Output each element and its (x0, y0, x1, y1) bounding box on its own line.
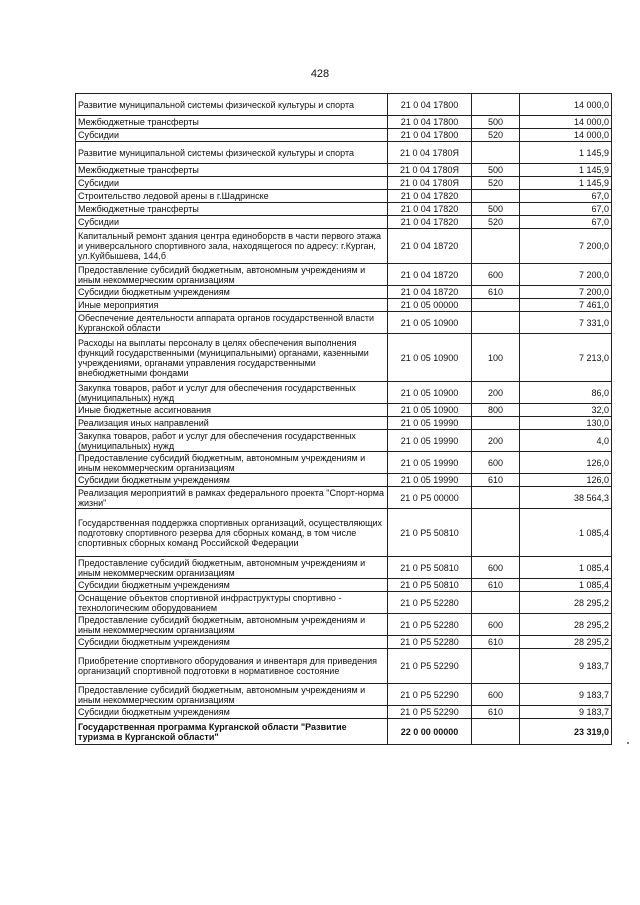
cell-sum: 7 200,0 (520, 264, 612, 286)
cell-code: 21 0 04 1780Я (388, 142, 472, 164)
cell-sum: 126,0 (520, 474, 612, 487)
cell-name: Субсидии (76, 216, 388, 229)
cell-name: Иные мероприятия (76, 299, 388, 312)
cell-code: 21 0 04 18720 (388, 229, 472, 264)
table-row (76, 430, 612, 452)
table-row (76, 129, 612, 142)
cell-name: Оснащение объектов спортивной инфраструктуры спортивно - технологическим оборудованием (76, 592, 388, 614)
cell-name: Субсидии (76, 177, 388, 190)
cell-sum: 14 000,0 (520, 116, 612, 129)
cell-sum: 7 461,0 (520, 299, 612, 312)
cell-vr (472, 312, 520, 334)
scan-speck (627, 742, 629, 744)
cell-sum: 67,0 (520, 190, 612, 203)
cell-name: Государственная программа Курганской области "Развитие туризма в Курганской области" (76, 719, 388, 745)
cell-sum: 1 145,9 (520, 142, 612, 164)
table-row (76, 592, 612, 614)
cell-code: 21 0 P5 52280 (388, 636, 472, 649)
table-row (76, 614, 612, 636)
cell-vr: 600 (472, 452, 520, 474)
table-row (76, 334, 612, 382)
cell-code: 21 0 04 1780Я (388, 177, 472, 190)
cell-code: 21 0 P5 00000 (388, 487, 472, 509)
cell-sum: 38 564,3 (520, 487, 612, 509)
cell-code: 21 0 04 17800 (388, 116, 472, 129)
cell-vr (472, 649, 520, 684)
table-row (76, 719, 612, 745)
cell-vr (472, 142, 520, 164)
cell-vr (472, 94, 520, 116)
cell-name: Предоставление субсидий бюджетным, автономным учреждениям и иным некоммерческим организациям (76, 264, 388, 286)
table-row (76, 264, 612, 286)
cell-vr: 800 (472, 404, 520, 417)
cell-code: 21 0 05 10900 (388, 404, 472, 417)
table-row (76, 229, 612, 264)
table-row (76, 382, 612, 404)
cell-vr: 520 (472, 216, 520, 229)
cell-sum: 7 213,0 (520, 334, 612, 382)
table-row (76, 312, 612, 334)
cell-vr (472, 417, 520, 430)
cell-vr (472, 592, 520, 614)
cell-vr: 600 (472, 264, 520, 286)
budget-table-body (76, 94, 612, 745)
cell-name: Реализация мероприятий в рамках федерального проекта "Спорт-норма жизни" (76, 487, 388, 509)
cell-name: Предоставление субсидий бюджетным, автономным учреждениям и иным некоммерческим организациям (76, 557, 388, 579)
cell-code: 21 0 04 18720 (388, 264, 472, 286)
table-row (76, 216, 612, 229)
table-row (76, 487, 612, 509)
cell-sum: 9 183,7 (520, 684, 612, 706)
cell-sum: 23 319,0 (520, 719, 612, 745)
table-row (76, 299, 612, 312)
cell-code: 21 0 P5 50810 (388, 557, 472, 579)
cell-sum: 130,0 (520, 417, 612, 430)
table-row (76, 636, 612, 649)
cell-sum: 7 331,0 (520, 312, 612, 334)
cell-code: 21 0 05 19990 (388, 452, 472, 474)
cell-name: Предоставление субсидий бюджетным, автономным учреждениям и иным некоммерческим организациям (76, 452, 388, 474)
cell-vr (472, 299, 520, 312)
cell-vr (472, 719, 520, 745)
cell-name: Реализация иных направлений (76, 417, 388, 430)
table-row (76, 452, 612, 474)
cell-code: 21 0 P5 50810 (388, 509, 472, 557)
cell-code: 21 0 04 17820 (388, 203, 472, 216)
cell-sum: 28 295,2 (520, 614, 612, 636)
cell-sum: 1 145,9 (520, 177, 612, 190)
cell-code: 21 0 05 00000 (388, 299, 472, 312)
cell-name: Субсидии (76, 129, 388, 142)
cell-name: Государственная поддержка спортивных организаций, осуществляющих подготовку спортивного резерва для сборных команд, в том числе спортивных сборных команд Российской Федерации (76, 509, 388, 557)
cell-sum: 1 085,4 (520, 557, 612, 579)
cell-vr: 500 (472, 203, 520, 216)
cell-name: Обеспечение деятельности аппарата органов государственной власти Курганской области (76, 312, 388, 334)
cell-code: 21 0 05 19990 (388, 474, 472, 487)
cell-vr: 610 (472, 706, 520, 719)
cell-vr: 200 (472, 382, 520, 404)
cell-vr: 500 (472, 116, 520, 129)
table-row (76, 286, 612, 299)
cell-code: 21 0 05 10900 (388, 334, 472, 382)
cell-code: 22 0 00 00000 (388, 719, 472, 745)
cell-vr: 610 (472, 579, 520, 592)
cell-code: 21 0 04 17820 (388, 216, 472, 229)
cell-code: 21 0 05 10900 (388, 312, 472, 334)
table-row (76, 579, 612, 592)
table-row (76, 116, 612, 129)
cell-name: Предоставление субсидий бюджетным, автономным учреждениям и иным некоммерческим организациям (76, 614, 388, 636)
table-row (76, 509, 612, 557)
cell-code: 21 0 04 17820 (388, 190, 472, 203)
cell-vr: 610 (472, 474, 520, 487)
cell-sum: 1 085,4 (520, 509, 612, 557)
cell-sum: 7 200,0 (520, 286, 612, 299)
cell-name: Субсидии бюджетным учреждениям (76, 286, 388, 299)
table-row (76, 203, 612, 216)
cell-sum: 67,0 (520, 216, 612, 229)
cell-vr: 100 (472, 334, 520, 382)
cell-code: 21 0 04 17800 (388, 129, 472, 142)
cell-name: Закупка товаров, работ и услуг для обеспечения государственных (муниципальных) нужд (76, 430, 388, 452)
cell-name: Субсидии бюджетным учреждениям (76, 706, 388, 719)
cell-code: 21 0 04 1780Я (388, 164, 472, 177)
table-row (76, 474, 612, 487)
cell-sum: 67,0 (520, 203, 612, 216)
cell-code: 21 0 P5 52290 (388, 649, 472, 684)
cell-code: 21 0 P5 52290 (388, 684, 472, 706)
cell-name: Приобретение спортивного оборудования и инвентаря для приведения организаций спортивной подготовки в нормативное состояние (76, 649, 388, 684)
cell-name: Межбюджетные трансферты (76, 203, 388, 216)
cell-name: Межбюджетные трансферты (76, 116, 388, 129)
cell-vr: 600 (472, 684, 520, 706)
cell-vr: 610 (472, 636, 520, 649)
cell-code: 21 0 P5 50810 (388, 579, 472, 592)
cell-sum: 1 145,9 (520, 164, 612, 177)
cell-sum: 9 183,7 (520, 706, 612, 719)
cell-sum: 9 183,7 (520, 649, 612, 684)
cell-code: 21 0 05 19990 (388, 417, 472, 430)
cell-vr (472, 229, 520, 264)
cell-name: Строительство ледовой арены в г.Шадринске (76, 190, 388, 203)
budget-table (75, 93, 612, 745)
cell-code: 21 0 05 19990 (388, 430, 472, 452)
cell-name: Развитие муниципальной системы физической культуры и спорта (76, 142, 388, 164)
cell-code: 21 0 P5 52290 (388, 706, 472, 719)
cell-name: Развитие муниципальной системы физической культуры и спорта (76, 94, 388, 116)
table-row (76, 417, 612, 430)
cell-vr: 200 (472, 430, 520, 452)
cell-sum: 7 200,0 (520, 229, 612, 264)
cell-vr: 520 (472, 129, 520, 142)
cell-code: 21 0 04 18720 (388, 286, 472, 299)
cell-sum: 32,0 (520, 404, 612, 417)
cell-name: Межбюджетные трансферты (76, 164, 388, 177)
cell-sum: 126,0 (520, 452, 612, 474)
cell-name: Капитальный ремонт здания центра единоборств в части первого этажа и универсального спортивного зала, находящегося по адресу: г.Курган, ул.Куйбышева, 144,б (76, 229, 388, 264)
cell-vr (472, 509, 520, 557)
cell-sum: 28 295,2 (520, 636, 612, 649)
cell-name: Расходы на выплаты персоналу в целях обеспечения выполнения функций государственными (муниципальными) органами, казенными учреждениями, органами управления государственными внебюджетными фондами (76, 334, 388, 382)
table-row (76, 557, 612, 579)
cell-vr: 500 (472, 164, 520, 177)
cell-sum: 86,0 (520, 382, 612, 404)
cell-name: Субсидии бюджетным учреждениям (76, 579, 388, 592)
cell-name: Предоставление субсидий бюджетным, автономным учреждениям и иным некоммерческим организациям (76, 684, 388, 706)
cell-sum: 14 000,0 (520, 94, 612, 116)
cell-code: 21 0 P5 52280 (388, 592, 472, 614)
cell-vr (472, 190, 520, 203)
table-row (76, 142, 612, 164)
cell-name: Субсидии бюджетным учреждениям (76, 636, 388, 649)
table-row (76, 94, 612, 116)
cell-name: Субсидии бюджетным учреждениям (76, 474, 388, 487)
cell-sum: 4,0 (520, 430, 612, 452)
cell-name: Закупка товаров, работ и услуг для обеспечения государственных (муниципальных) нужд (76, 382, 388, 404)
table-row (76, 706, 612, 719)
cell-code: 21 0 05 10900 (388, 382, 472, 404)
table-row (76, 649, 612, 684)
cell-vr (472, 487, 520, 509)
cell-sum: 1 085,4 (520, 579, 612, 592)
cell-sum: 28 295,2 (520, 592, 612, 614)
cell-name: Иные бюджетные ассигнования (76, 404, 388, 417)
table-row (76, 404, 612, 417)
cell-vr: 520 (472, 177, 520, 190)
cell-code: 21 0 P5 52280 (388, 614, 472, 636)
table-row (76, 164, 612, 177)
table-row (76, 684, 612, 706)
cell-sum: 14 000,0 (520, 129, 612, 142)
cell-vr: 600 (472, 557, 520, 579)
page-number: 428 (310, 68, 330, 80)
table-row (76, 190, 612, 203)
table-row (76, 177, 612, 190)
cell-vr: 610 (472, 286, 520, 299)
cell-code: 21 0 04 17800 (388, 94, 472, 116)
cell-vr: 600 (472, 614, 520, 636)
